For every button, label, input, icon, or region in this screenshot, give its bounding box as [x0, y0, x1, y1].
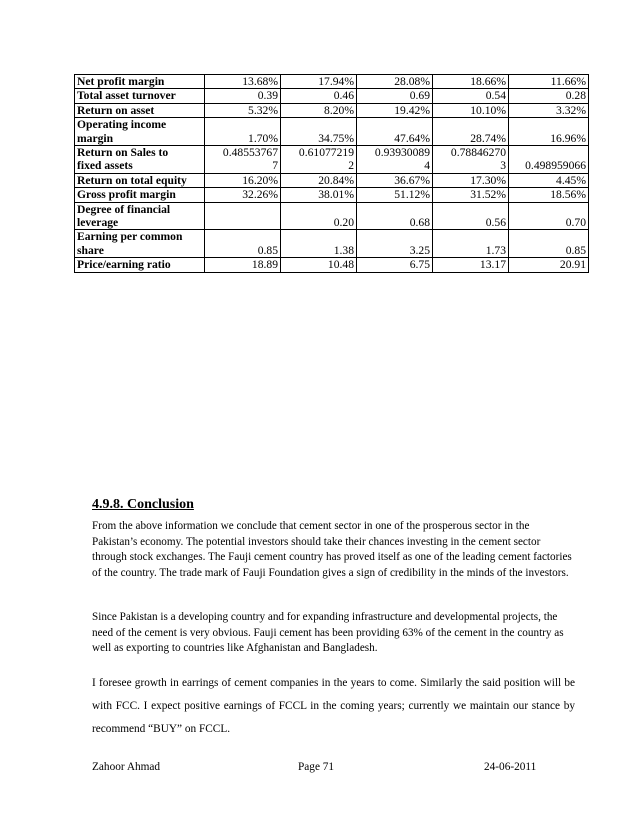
row-label-line: Return on Sales to: [77, 146, 169, 160]
table-cell: [433, 188, 509, 202]
cell-value-line: 13.17: [479, 258, 506, 272]
row-label-line: Price/earning ratio: [77, 258, 171, 272]
cell-value-line: 0.85: [565, 243, 586, 257]
cell-value-line: 38.01%: [318, 188, 354, 202]
cell-value-line: 10.48: [327, 258, 354, 272]
cell-value-line: 18.66%: [470, 75, 506, 88]
cell-value-line: 0.56: [485, 216, 506, 230]
table-cell: [433, 146, 509, 174]
row-label-line: Gross profit margin: [77, 188, 176, 202]
row-label-line: Return on total equity: [77, 173, 187, 187]
table-cell: [357, 230, 433, 258]
table-row: [75, 75, 589, 89]
row-label-line: Total asset turnover: [77, 89, 176, 103]
cell-value-line: 17.94%: [318, 75, 354, 88]
cell-value-line: 16.96%: [550, 131, 586, 145]
cell-value-line: 20.84%: [318, 173, 354, 187]
row-label: [75, 230, 205, 258]
table-row: [75, 89, 589, 103]
row-label: [75, 146, 205, 174]
row-label-line: Degree of financial: [77, 202, 171, 216]
table-cell: [509, 118, 589, 146]
row-label-line: Earning per common: [77, 230, 183, 244]
table-cell: [433, 103, 509, 117]
table-cell: [281, 75, 357, 89]
table-cell: [433, 173, 509, 187]
row-label-line: share: [77, 243, 104, 257]
row-label-line: fixed assets: [77, 159, 133, 173]
table-cell: [509, 146, 589, 174]
table-cell: [357, 75, 433, 89]
cell-value-line: 4.45%: [556, 173, 586, 187]
cell-value-line: 36.67%: [394, 173, 430, 187]
row-label: [75, 202, 205, 230]
cell-value-line: 0.48553767: [222, 146, 278, 160]
cell-value-line: 28.74%: [470, 131, 506, 145]
table-cell: [281, 258, 357, 272]
row-label: [75, 89, 205, 103]
financial-ratio-table: [74, 74, 589, 273]
table-row: [75, 118, 589, 146]
footer-author: Zahoor Ahmad: [92, 761, 161, 773]
cell-value-line: 10.10%: [470, 103, 506, 117]
cell-value-line: 5.32%: [248, 103, 278, 117]
table-row: [75, 230, 589, 258]
cell-value-line: 20.91: [559, 258, 586, 272]
cell-value-line: 4: [424, 159, 430, 173]
cell-value-line: 0.70: [565, 216, 586, 230]
table-cell: [357, 188, 433, 202]
cell-value-line: 51.12%: [394, 188, 430, 202]
row-label: [75, 118, 205, 146]
cell-value-line: 8.20%: [324, 103, 354, 117]
row-label: [75, 188, 205, 202]
table-cell: [357, 103, 433, 117]
table-cell: [509, 188, 589, 202]
cell-value-line: 18.56%: [550, 188, 586, 202]
cell-value-line: 0.85: [257, 243, 278, 257]
table-cell: [433, 118, 509, 146]
cell-value-line: 7: [272, 159, 278, 173]
cell-value-line: 0.69: [409, 89, 430, 103]
cell-value-line: 13.68%: [242, 75, 278, 88]
table-cell: [357, 89, 433, 103]
cell-value-line: 0.498959066: [525, 159, 586, 173]
row-label-line: leverage: [77, 216, 119, 230]
cell-value-line: 17.30%: [470, 173, 506, 187]
table-cell: [433, 258, 509, 272]
table-cell: [281, 103, 357, 117]
table-cell: [357, 258, 433, 272]
table-row: [75, 173, 589, 187]
table-cell: [433, 75, 509, 89]
table-row: [75, 202, 589, 230]
table-cell: [509, 75, 589, 89]
conclusion-paragraph-2: Since Pakistan is a developing country and for expanding infrastructure and developmental projects, the need of the cement is very obvious. Fauji cement has been providing 63% of the cement in the country as well as exporting to countries like Afghanistan and Bangladesh.: [92, 611, 564, 655]
cell-value-line: 11.66%: [550, 75, 586, 88]
table-cell: [205, 118, 281, 146]
cell-value-line: 28.08%: [394, 75, 430, 88]
table-cell: [357, 118, 433, 146]
table-row: [75, 258, 589, 272]
table-cell: [205, 89, 281, 103]
cell-value-line: 0.39: [257, 89, 278, 103]
table-cell: [281, 89, 357, 103]
table-row: [75, 146, 589, 174]
conclusion-paragraph-1: From the above information we conclude that cement sector in one of the prosperous sector in the Pakistan’s economy. The potential investors should take their chances investing in the cement sector through stock exchanges. The Fauji cement country has proved itself as one of the leading cement factories of the country. The trade mark of Fauji Foundation gives a sign of credibility in the minds of the investors.: [92, 520, 572, 579]
cell-value-line: 34.75%: [318, 131, 354, 145]
table-cell: [205, 103, 281, 117]
table-cell: [509, 202, 589, 230]
row-label: [75, 173, 205, 187]
cell-value-line: 32.26%: [242, 188, 278, 202]
table-row: [75, 103, 589, 117]
cell-value-line: 0.54: [485, 89, 506, 103]
cell-value-line: 1.38: [333, 243, 354, 257]
table-cell: [281, 146, 357, 174]
cell-value-line: 3.25: [409, 243, 430, 257]
row-label: [75, 75, 205, 89]
cell-value-line: 2: [348, 159, 354, 173]
row-label: [75, 258, 205, 272]
table-cell: [281, 188, 357, 202]
cell-value-line: 47.64%: [394, 131, 430, 145]
footer-date: 24-06-2011: [484, 761, 537, 773]
cell-value-line: 1.73: [485, 243, 506, 257]
row-label-line: Return on asset: [77, 103, 155, 117]
cell-value-line: 31.52%: [470, 188, 506, 202]
conclusion-paragraph-3: I foresee growth in earrings of cement companies in the years to come. Similarly the said position will be with FCC. I expect positive earnings of FCCL in the coming years; currently we maintain our stance by recommend “BUY” on FCCL.: [92, 677, 575, 735]
table-row: [75, 188, 589, 202]
table-cell: [205, 188, 281, 202]
table-cell: [205, 258, 281, 272]
cell-value-line: 0.28: [565, 89, 586, 103]
row-label-line: margin: [77, 131, 114, 145]
cell-value-line: 0.46: [333, 89, 354, 103]
table-cell: [357, 202, 433, 230]
table-cell: [281, 118, 357, 146]
table-cell: [281, 230, 357, 258]
cell-value-line: 6.75: [409, 258, 430, 272]
table-cell: [205, 173, 281, 187]
cell-value-line: 19.42%: [394, 103, 430, 117]
table-cell: [509, 173, 589, 187]
table-cell: [509, 103, 589, 117]
cell-value-line: 0.20: [333, 216, 354, 230]
table-cell: [433, 202, 509, 230]
cell-value-line: 1.70%: [248, 131, 278, 145]
cell-value-line: 18.89: [251, 258, 278, 272]
table-cell: [433, 89, 509, 103]
cell-value-line: 16.20%: [242, 173, 278, 187]
cell-value-line: 0.93930089: [374, 146, 430, 160]
table-cell: [205, 146, 281, 174]
row-label-line: Net profit margin: [77, 75, 165, 88]
cell-value-line: 0.61077219: [298, 146, 354, 160]
table-cell: [433, 230, 509, 258]
table-cell: [281, 202, 357, 230]
footer-page-number: Page 71: [298, 761, 335, 773]
table-cell: [509, 230, 589, 258]
cell-value-line: [207, 216, 278, 229]
table-cell: [509, 258, 589, 272]
cell-value-line: 3.32%: [556, 103, 586, 117]
table-cell: [357, 173, 433, 187]
table-cell: [205, 75, 281, 89]
row-label: [75, 103, 205, 117]
table-cell: [509, 89, 589, 103]
table-cell: [205, 230, 281, 258]
table-cell: [357, 146, 433, 174]
section-heading: 4.9.8. Conclusion: [92, 497, 194, 512]
table-cell: [205, 202, 281, 230]
table-cell: [281, 173, 357, 187]
cell-value-line: 3: [500, 159, 506, 173]
row-label-line: Operating income: [77, 118, 167, 132]
cell-value-line: 0.68: [409, 216, 430, 230]
cell-value-line: 0.78846270: [450, 146, 506, 160]
